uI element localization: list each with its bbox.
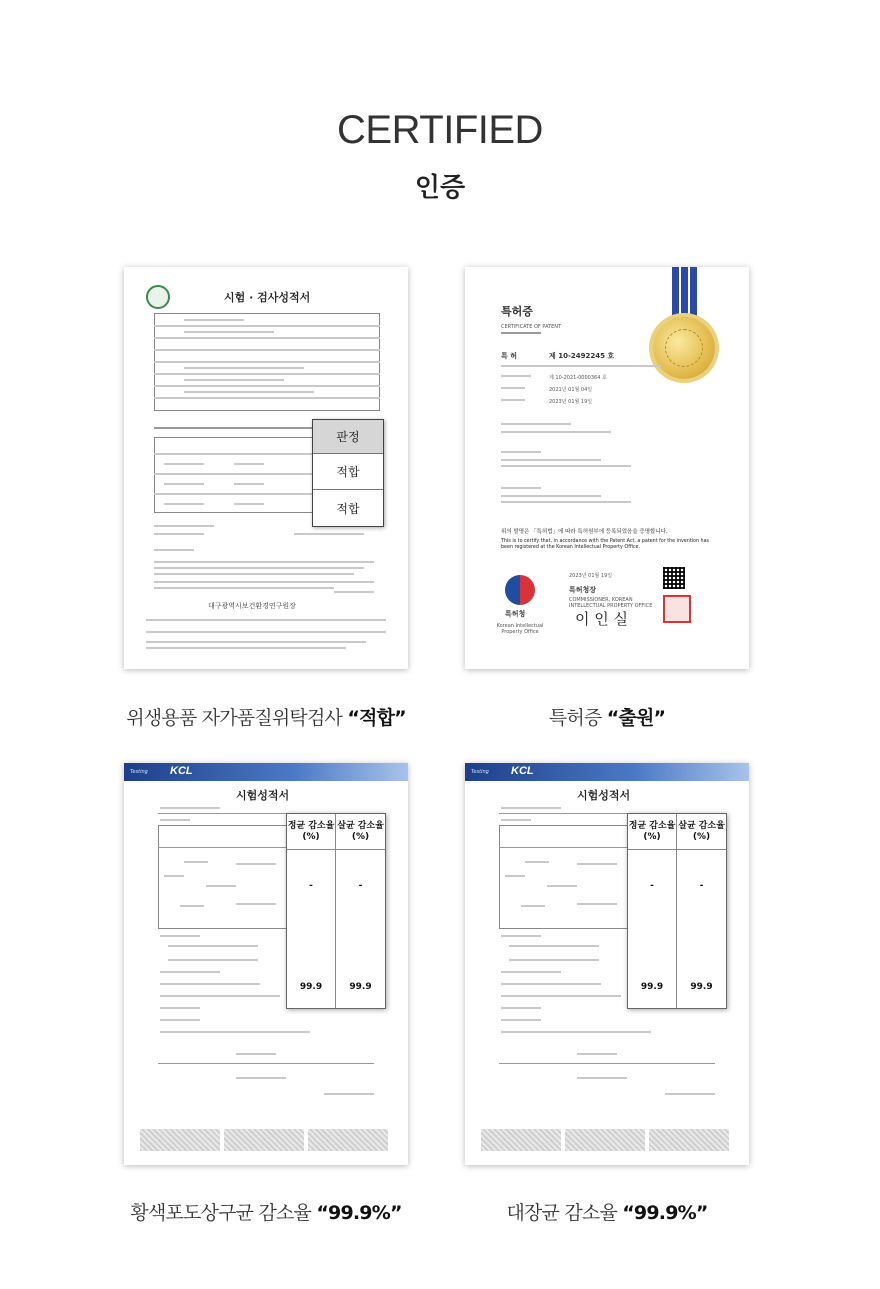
section-header xyxy=(0,108,880,204)
doc-title: 시험 · 검사성적서 xyxy=(224,291,311,304)
verdict-header: 판정 xyxy=(313,420,383,454)
kipo-logo-icon xyxy=(505,575,535,605)
doc-title: 시험성적서 xyxy=(577,789,631,802)
gold-seal-icon xyxy=(653,317,715,379)
application-number: 제 10-2021-0000364 호 xyxy=(549,375,607,381)
reduction-rate-overlay xyxy=(627,813,727,1009)
doc-subtitle: CERTIFICATE OF PATENT xyxy=(501,324,562,330)
title-korean: 인증 xyxy=(414,173,466,203)
patent-number: 제 10-2492245 호 xyxy=(549,352,615,360)
signature: 이 인 실 xyxy=(575,610,629,628)
caption-hygiene-test: 위생용품 자가품질위탁검사 “적합” xyxy=(126,707,406,729)
cell-value: - xyxy=(358,880,363,891)
commissioner-korean: 특허청장 xyxy=(569,586,597,594)
institute-emblem-icon xyxy=(146,285,170,309)
statement-korean: 위의 발명은 「특허법」에 따라 특허원부에 등록되었음을 증명합니다. xyxy=(501,529,668,535)
office-english: Korean Intellectual Property Office xyxy=(496,623,544,635)
cell-value: 99.9 xyxy=(299,982,323,992)
issue-date: 2023년 01월 19일 xyxy=(569,573,613,579)
registration-date: 2023년 01월 19일 xyxy=(549,399,593,405)
qr-code-icon xyxy=(663,567,685,589)
caption-staphylococcus: 황색포도상구균 감소율 “99.9%” xyxy=(130,1202,402,1224)
verdict-value: 적합 xyxy=(336,501,360,516)
kcl-logo: KCL xyxy=(170,765,193,777)
certificate-hygiene-test[interactable] xyxy=(124,267,408,669)
cell-value: - xyxy=(650,880,654,891)
certificate-kcl-ecoli[interactable]: Testing KCL 시험성적서 정균 감소율 (%) - 99.9 살균 감소율 (%) - 99.9 xyxy=(465,763,749,1165)
caption-ecoli: 대장균 감소율 “99.9%” xyxy=(506,1202,708,1224)
official-stamp-icon xyxy=(663,595,691,623)
office-korean: 특허청 xyxy=(505,610,526,618)
caption-patent: 특허증 “출원” xyxy=(548,707,666,729)
cell-value: 99.9 xyxy=(349,982,372,992)
issuer-name: 대구광역시보건환경연구원장 xyxy=(208,602,296,610)
cell-value: - xyxy=(699,880,704,891)
kcl-logo: KCL xyxy=(511,765,534,777)
column-header: 살균 감소율 (%) xyxy=(336,814,385,850)
column-header: 살균 감소율 (%) xyxy=(677,814,726,850)
commissioner-english: COMMISSIONER, KOREAN INTELLECTUAL PROPERTY OFFICE xyxy=(569,597,653,609)
cell-value: 99.9 xyxy=(640,982,664,992)
doc-title: 시험성적서 xyxy=(236,789,290,802)
statement-english: This is to certify that, in accordance with the Patent Act, a patent for the invention has been registered at the Korean Intellectual Property Office. xyxy=(501,539,710,550)
reduction-rate-overlay xyxy=(286,813,386,1009)
column-header: 정균 감소율 (%) xyxy=(287,814,335,850)
certificate-kcl-staphylococcus[interactable]: Testing KCL 시험성적서 정균 감소율 (%) - 99.9 살균 감소율 (%) - 99.9 xyxy=(124,763,408,1165)
doc-title: 특허증 xyxy=(501,305,533,318)
verdict-overlay xyxy=(312,419,384,527)
cell-value: - xyxy=(309,880,313,891)
column-header: 정균 감소율 (%) xyxy=(628,814,676,850)
filing-date: 2021년 01월 04일 xyxy=(549,387,593,393)
cell-value: 99.9 xyxy=(690,982,713,992)
title-english: CERTIFIED xyxy=(337,108,543,152)
certificate-patent[interactable]: 특허증 CERTIFICATE OF PATENT 특 허 제 10-2492245 호 제 10-2021-0000364 호 2021년 01월 04일 2023년 01월 19일 위의 발명은 「특허법」에 따라 특허원부에 등록되었음을 증명합니다. This is to certify that, in accordance with the Patent Act, a patent for the invention has been registered at the Korean Intellectual Property Office. 2023년 01월 19일 특허청 Korean Intellectual Property Office 특허청장 COMMISSIONER, KOREAN INTELLECTUAL PROPERTY OFFICE 이 인 실 xyxy=(465,267,749,669)
verdict-value: 적합 xyxy=(313,454,383,490)
